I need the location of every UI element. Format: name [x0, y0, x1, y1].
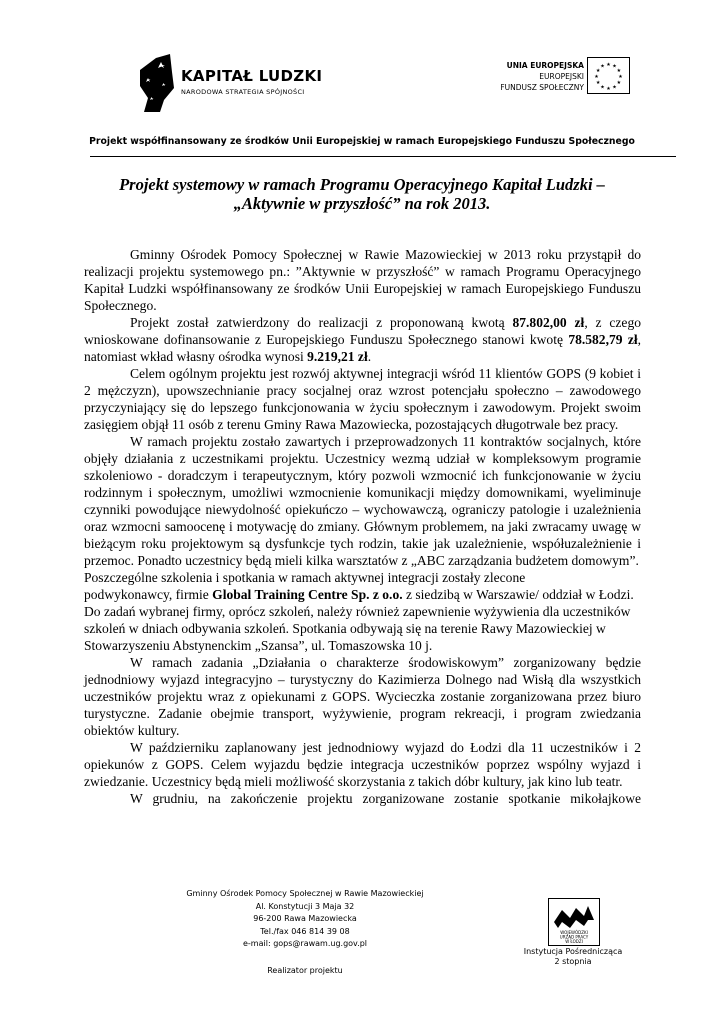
- kapital-ludzki-subtitle: NARODOWA STRATEGIA SPÓJNOŚCI: [181, 88, 305, 96]
- kapital-ludzki-title: KAPITAŁ LUDZKI: [181, 67, 323, 85]
- header-divider: [90, 156, 676, 157]
- paragraph-funding: [84, 314, 641, 365]
- paragraph-goal: Celem ogólnym projektu jest rozwój aktywnej integracji wśród 11 klientów GOPS (9 kobiet i 2 mężczyzn), upowszechnianie pracy socjalnej oraz wzrost potencjału społeczno – zawodowego przyczyniający się do lepszego funkcjonowania w życiu społecznym i zawodowym. Projekt swoim zasięgiem objął 11 osób z terenu Gminy Rawa Mazowiecka, pozostających długotrwale bez pracy.: [84, 366, 641, 432]
- funding-amount-total: 87.802,00 zł: [512, 315, 585, 330]
- svg-text:★: ★: [618, 74, 623, 80]
- document-body: [84, 246, 641, 807]
- training-text-a: podwykonawcy, firmie: [84, 587, 213, 602]
- kapital-ludzki-logo-icon: [136, 52, 176, 114]
- intermediate-institution: [520, 947, 626, 967]
- eu-flag-icon: [587, 57, 630, 94]
- svg-text:★: ★: [612, 84, 617, 91]
- funding-text-d: .: [367, 349, 372, 364]
- funding-amount-efs: 78.582,79 zł: [568, 332, 638, 347]
- paragraph-training: [84, 586, 641, 654]
- training-text-b: z siedzibą w Warszawie/ oddział w Łodzi. Do zadań wybranej firmy, oprócz szkoleń, należy również zapewnienie wyżywienia dla uczestników szkoleń w dniach odbywania szkoleń. Spotkania odbywają się na terenie Rawy Mazowieckiej w Stowarzyszeniu Abstynenckim „Szansa”, ul. Tomaszowska 10 j.: [84, 587, 634, 653]
- funding-amount-own: 9.219,21 zł: [307, 349, 368, 364]
- footer-city: 96-200 Rawa Mazowiecka: [253, 914, 357, 923]
- paragraph-trip-lodz: W październiku zaplanowany jest jednodniowy wyjazd do Łodzi dla 11 uczestników i 2 opiekunów z GOPS. Celem wyjazdu będzie integracja uczestników poprzez wspólny wyjazd i zwiedzanie. Uczestnicy będą mieli możliwość skorzystania z takich dóbr kultury, jak kino lub teatr.: [84, 740, 641, 789]
- eu-label: [500, 60, 584, 93]
- intermediate-institution-line2: 2 stopnia: [554, 957, 592, 966]
- training-company: Global Training Centre Sp. z o.o.: [212, 587, 403, 602]
- svg-text:★: ★: [616, 68, 622, 74]
- eu-label-line3: FUNDUSZ SPOŁECZNY: [500, 83, 584, 92]
- svg-text:★: ★: [595, 80, 601, 86]
- paragraph-training-line1: Poszczególne szkolenia i spotkania w ramach aktywnej integracji zostały zlecone: [84, 570, 526, 585]
- wup-logo-line2: URZĄD PRACY: [559, 934, 589, 940]
- svg-text:★: ★: [595, 68, 601, 74]
- document-title: [70, 175, 654, 213]
- wup-logo-line1: WOJEWÓDZKI: [560, 930, 588, 935]
- svg-text:★: ★: [606, 62, 611, 68]
- paragraph-intro: Gminny Ośrodek Pomocy Społecznej w Rawie Mazowieckiej w 2013 roku przystąpił do realizacji projektu systemowego pn.: ”Aktywnie w przyszłość” w ramach Programu Operacyjnego Kapitał Ludzki współfinansowany ze środków Unii Europejskiej w ramach Europejskiego Funduszu Społecznego.: [84, 247, 641, 313]
- svg-text:★: ★: [600, 84, 605, 91]
- funding-text-c: , natomiast wkład własny ośrodka wynosi: [84, 332, 641, 364]
- footer-address: [130, 888, 480, 977]
- wup-logo-line3: W ŁODZI: [565, 939, 583, 944]
- document-title-line2: „Aktywnie w przyszłość” na rok 2013.: [233, 194, 491, 213]
- document-title-line1: Projekt systemowy w ramach Programu Operacyjnego Kapitał Ludzki –: [119, 175, 605, 194]
- wup-lodz-logo-icon: [548, 898, 600, 946]
- svg-text:★: ★: [594, 74, 599, 80]
- eu-label-line2: EUROPEJSKI: [539, 72, 584, 81]
- svg-text:★: ★: [612, 63, 617, 70]
- svg-text:★: ★: [606, 86, 611, 92]
- eu-label-line1: UNIA EUROPEJSKA: [506, 61, 584, 70]
- intermediate-institution-line1: Instytucja Pośrednicząca: [523, 947, 623, 956]
- footer-org: Gminny Ośrodek Pomocy Społecznej w Rawie Mazowieckiej: [186, 889, 424, 898]
- paragraph-contracts: W ramach projektu zostało zawartych i przeprowadzonych 11 kontraktów socjalnych, które objęły działania z uczestnikami projektu. Uczestnicy wezmą udział w kompleksowym programie szkoleniowo - doradczym i terapeutycznym, który pozwoli wzmocnić ich funkcjonowanie w życiu rodzinnym i społecznym, umożliwi wzmocnienie komunikacji między domownikami, wyeliminuje czynniki powodujące niewydolność opiekuńczo – wychowawczą, ograniczy patologie i uzależnienia oraz wzmocni samoocenę i motywację do zmiany. Głównym problemem, na jaki zwracamy uwagę w bieżącym roku projektowym są dysfunkcje tych rodzin, takie jak uzależnienie, współuzależnienie i przemoc. Ponadto uczestnicy będą mieli kilka warsztatów z „ABC zarządzania budżetem domowym”.: [84, 434, 641, 568]
- svg-text:★: ★: [600, 63, 605, 70]
- footer-street: Al. Konstytucji 3 Maja 32: [255, 901, 355, 911]
- paragraph-december: W grudniu, na zakończenie projektu zorganizowane zostanie spotkanie mikołajkowe: [130, 791, 641, 806]
- paragraph-trip-kazimierz: W ramach zadania „Działania o charakterze środowiskowym” zorganizowany będzie jednodniowy wyjazd integracyjno – turystyczny do Kazimierza Dolnego nad Wisłą dla wszystkich uczestników projektu wraz z opiekunami z GOPS. Wycieczka zostanie zorganizowana przez biuro turystyczne. Zadanie obejmie transport, wyżywienie, program rekreacji, i program zwiedzania obiektów kultury.: [84, 655, 641, 738]
- footer-phone: Tel./fax 046 814 39 08: [260, 926, 350, 936]
- footer-role: Realizator projektu: [267, 965, 343, 975]
- svg-text:★: ★: [616, 80, 622, 86]
- funding-text-b: , z czego wnioskowane dofinansowanie z Europejskiego Funduszu Społecznego stanowi kwotę: [84, 315, 641, 347]
- cofinance-statement: Projekt współfinansowany ze środków Unii Europejskiej w ramach Europejskiego Funduszu Społecznego: [89, 136, 635, 147]
- footer-email: e-mail: gops@rawam.ug.gov.pl: [243, 939, 367, 948]
- funding-text-a: Projekt został zatwierdzony do realizacji z proponowaną kwotą: [130, 315, 513, 330]
